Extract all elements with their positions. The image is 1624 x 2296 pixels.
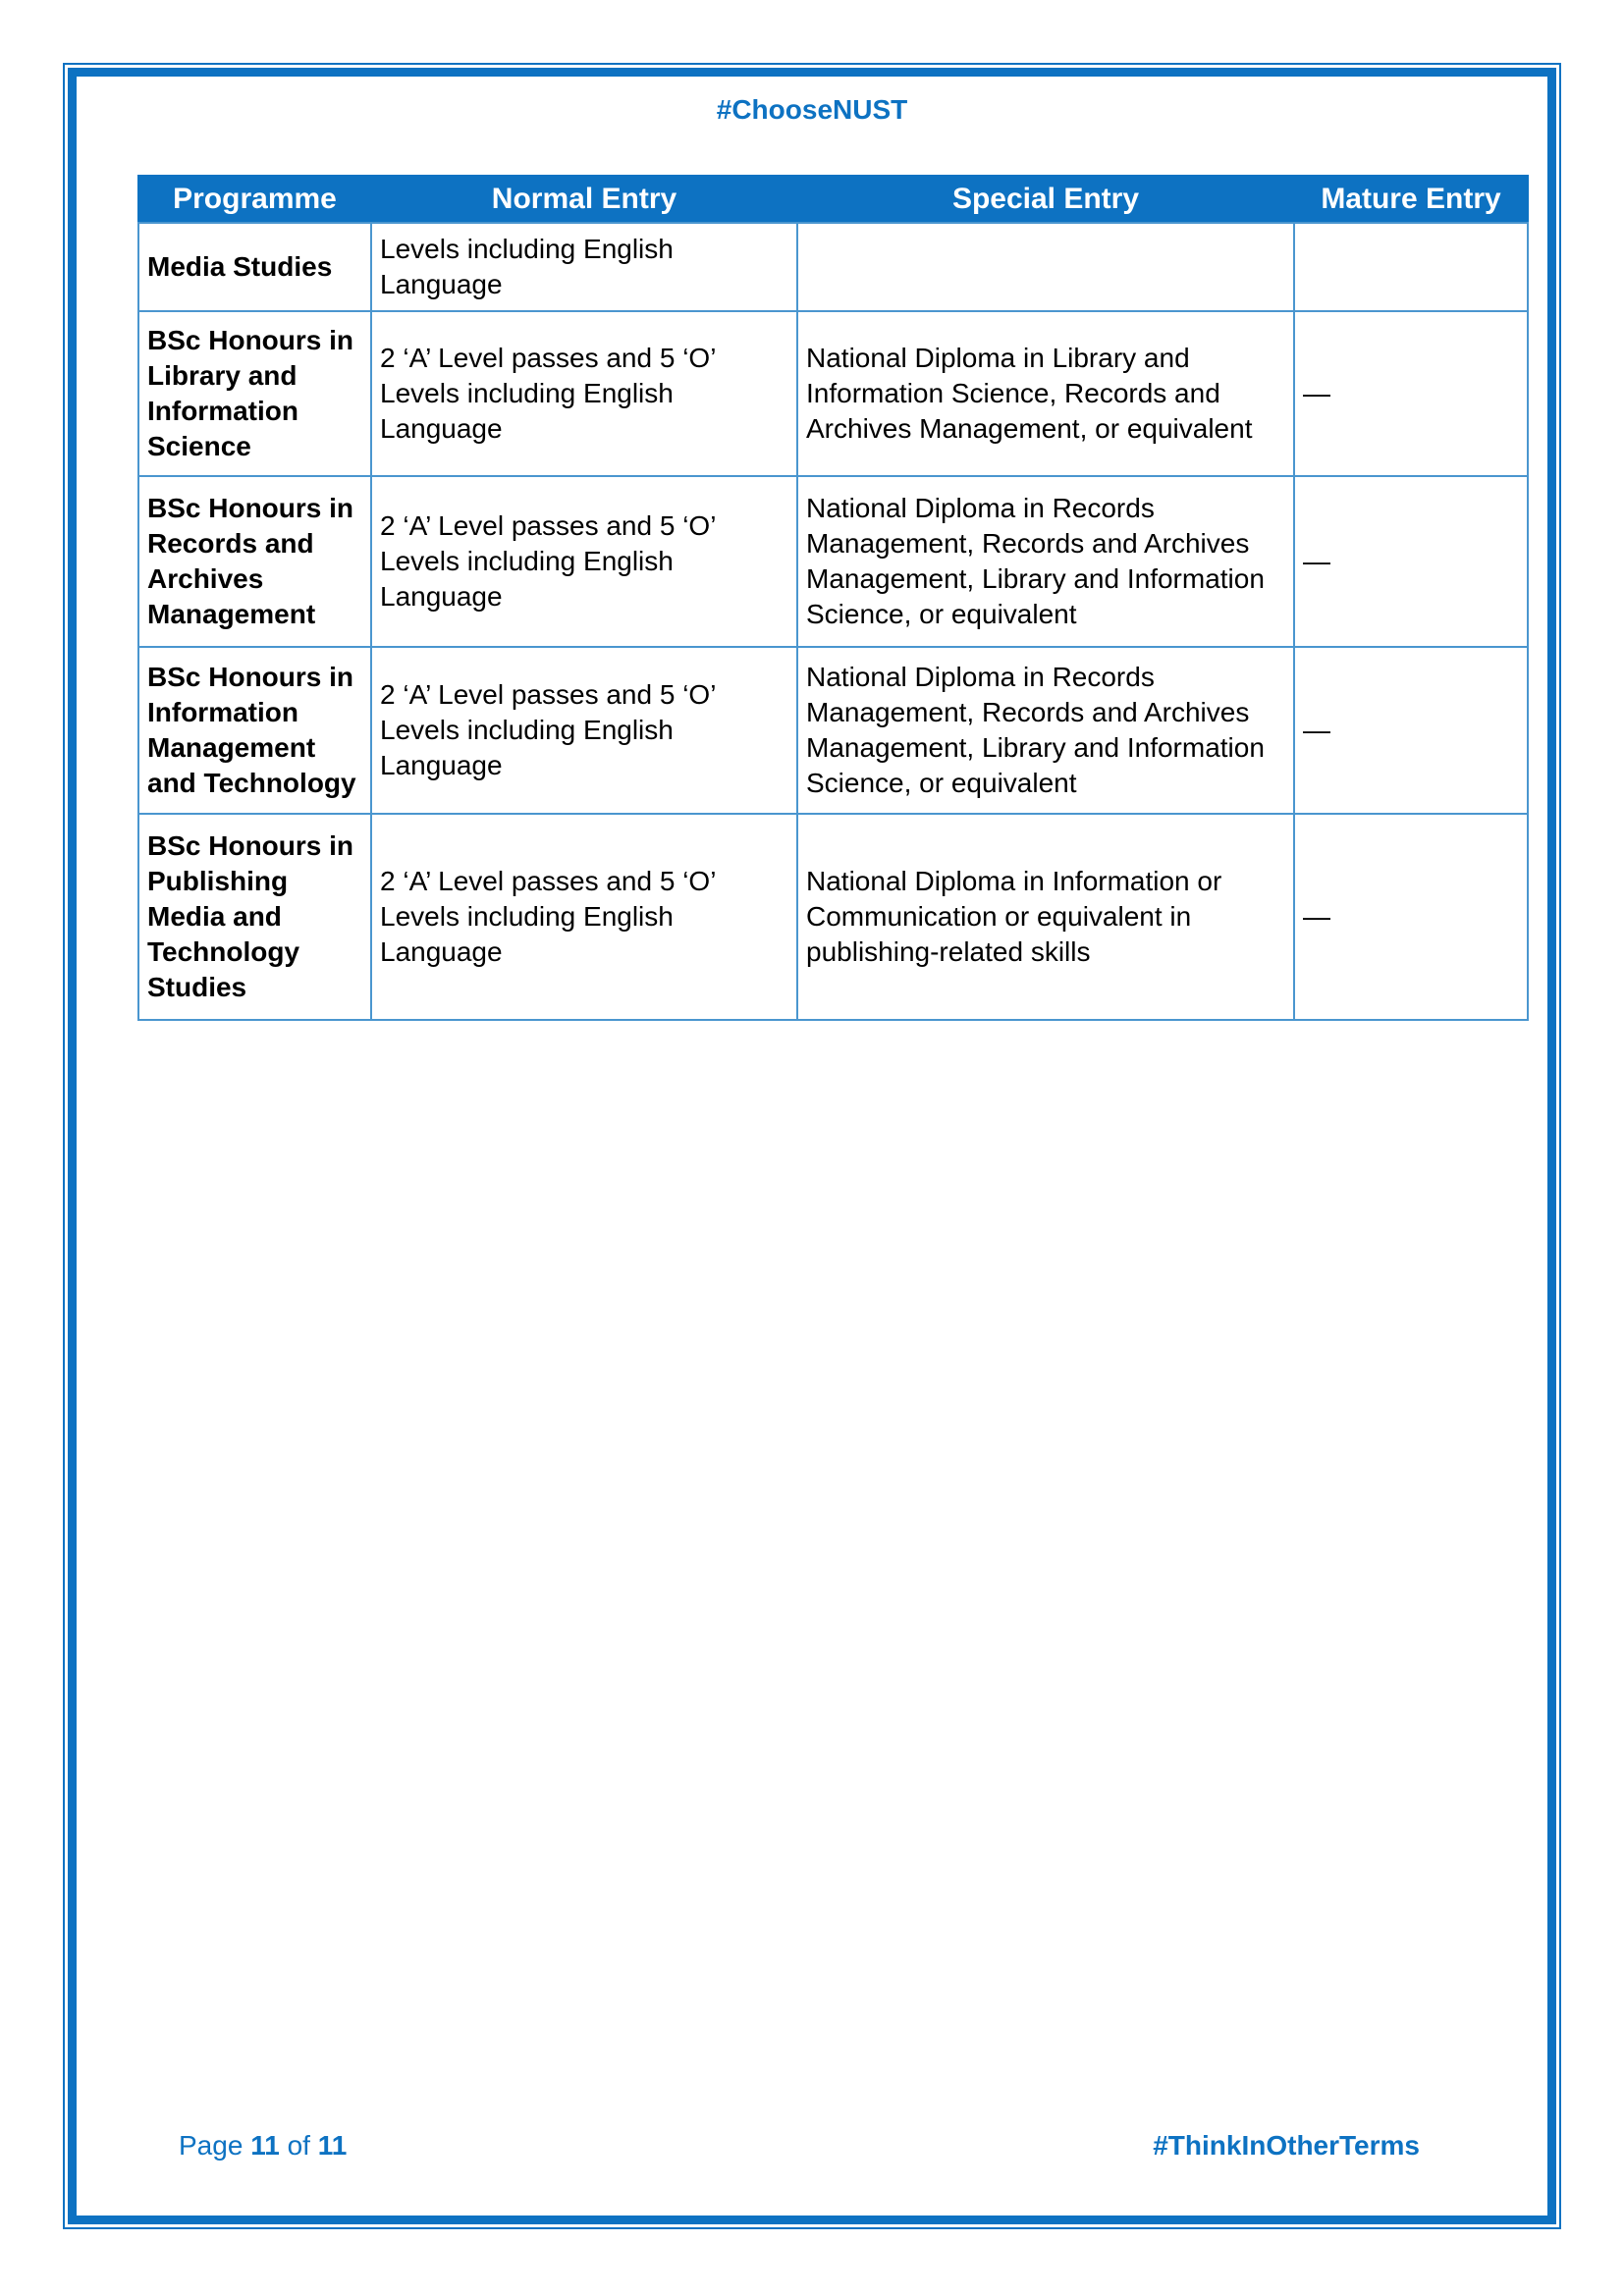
table-row: [138, 647, 1528, 814]
page-number: 11: [250, 2130, 280, 2161]
table-row: [138, 223, 1528, 311]
special-entry-cell: National Diploma in Library and Information Science, Records and Archives Management, or equivalent: [797, 311, 1294, 476]
column-header-mature-entry: Mature Entry: [1294, 176, 1528, 223]
mature-entry-cell: —: [1294, 311, 1528, 476]
column-header-normal-entry: Normal Entry: [371, 176, 797, 223]
page-prefix: Page: [179, 2130, 244, 2161]
mature-entry-cell: —: [1294, 647, 1528, 814]
normal-entry-cell: 2 ‘A’ Level passes and 5 ‘O’ Levels including English Language: [371, 476, 797, 647]
page-total: 11: [317, 2130, 348, 2161]
table-row: [138, 311, 1528, 476]
page-number-label: [179, 2130, 347, 2162]
of-label: of: [287, 2130, 310, 2161]
special-entry-cell: National Diploma in Records Management, Records and Archives Management, Library and Information Science, or equivalent: [797, 476, 1294, 647]
special-entry-cell: National Diploma in Information or Communication or equivalent in publishing-related skills: [797, 814, 1294, 1020]
mature-entry-cell: —: [1294, 476, 1528, 647]
normal-entry-cell: 2 ‘A’ Level passes and 5 ‘O’ Levels including English Language: [371, 311, 797, 476]
special-entry-cell: [797, 223, 1294, 311]
programme-cell: Media Studies: [138, 223, 371, 311]
normal-entry-cell: 2 ‘A’ Level passes and 5 ‘O’ Levels including English Language: [371, 647, 797, 814]
column-header-programme: Programme: [138, 176, 371, 223]
page-header-tag: #ChooseNUST: [716, 94, 908, 125]
mature-entry-cell: [1294, 223, 1528, 311]
table-row: [138, 814, 1528, 1020]
programme-cell: BSc Honours in Records and Archives Management: [138, 476, 371, 647]
special-entry-cell: National Diploma in Records Management, Records and Archives Management, Library and Information Science, or equivalent: [797, 647, 1294, 814]
programme-cell: BSc Honours in Publishing Media and Technology Studies: [138, 814, 371, 1020]
column-header-special-entry: Special Entry: [797, 176, 1294, 223]
programme-cell: BSc Honours in Information Management and Technology: [138, 647, 371, 814]
normal-entry-cell: Levels including English Language: [371, 223, 797, 311]
table-row: [138, 476, 1528, 647]
mature-entry-cell: —: [1294, 814, 1528, 1020]
programmes-table: [137, 175, 1529, 1021]
normal-entry-cell: 2 ‘A’ Level passes and 5 ‘O’ Levels including English Language: [371, 814, 797, 1020]
programme-cell: BSc Honours in Library and Information Science: [138, 311, 371, 476]
footer-hashtag: #ThinkInOtherTerms: [1153, 2130, 1420, 2161]
table-header-row: [138, 176, 1528, 223]
